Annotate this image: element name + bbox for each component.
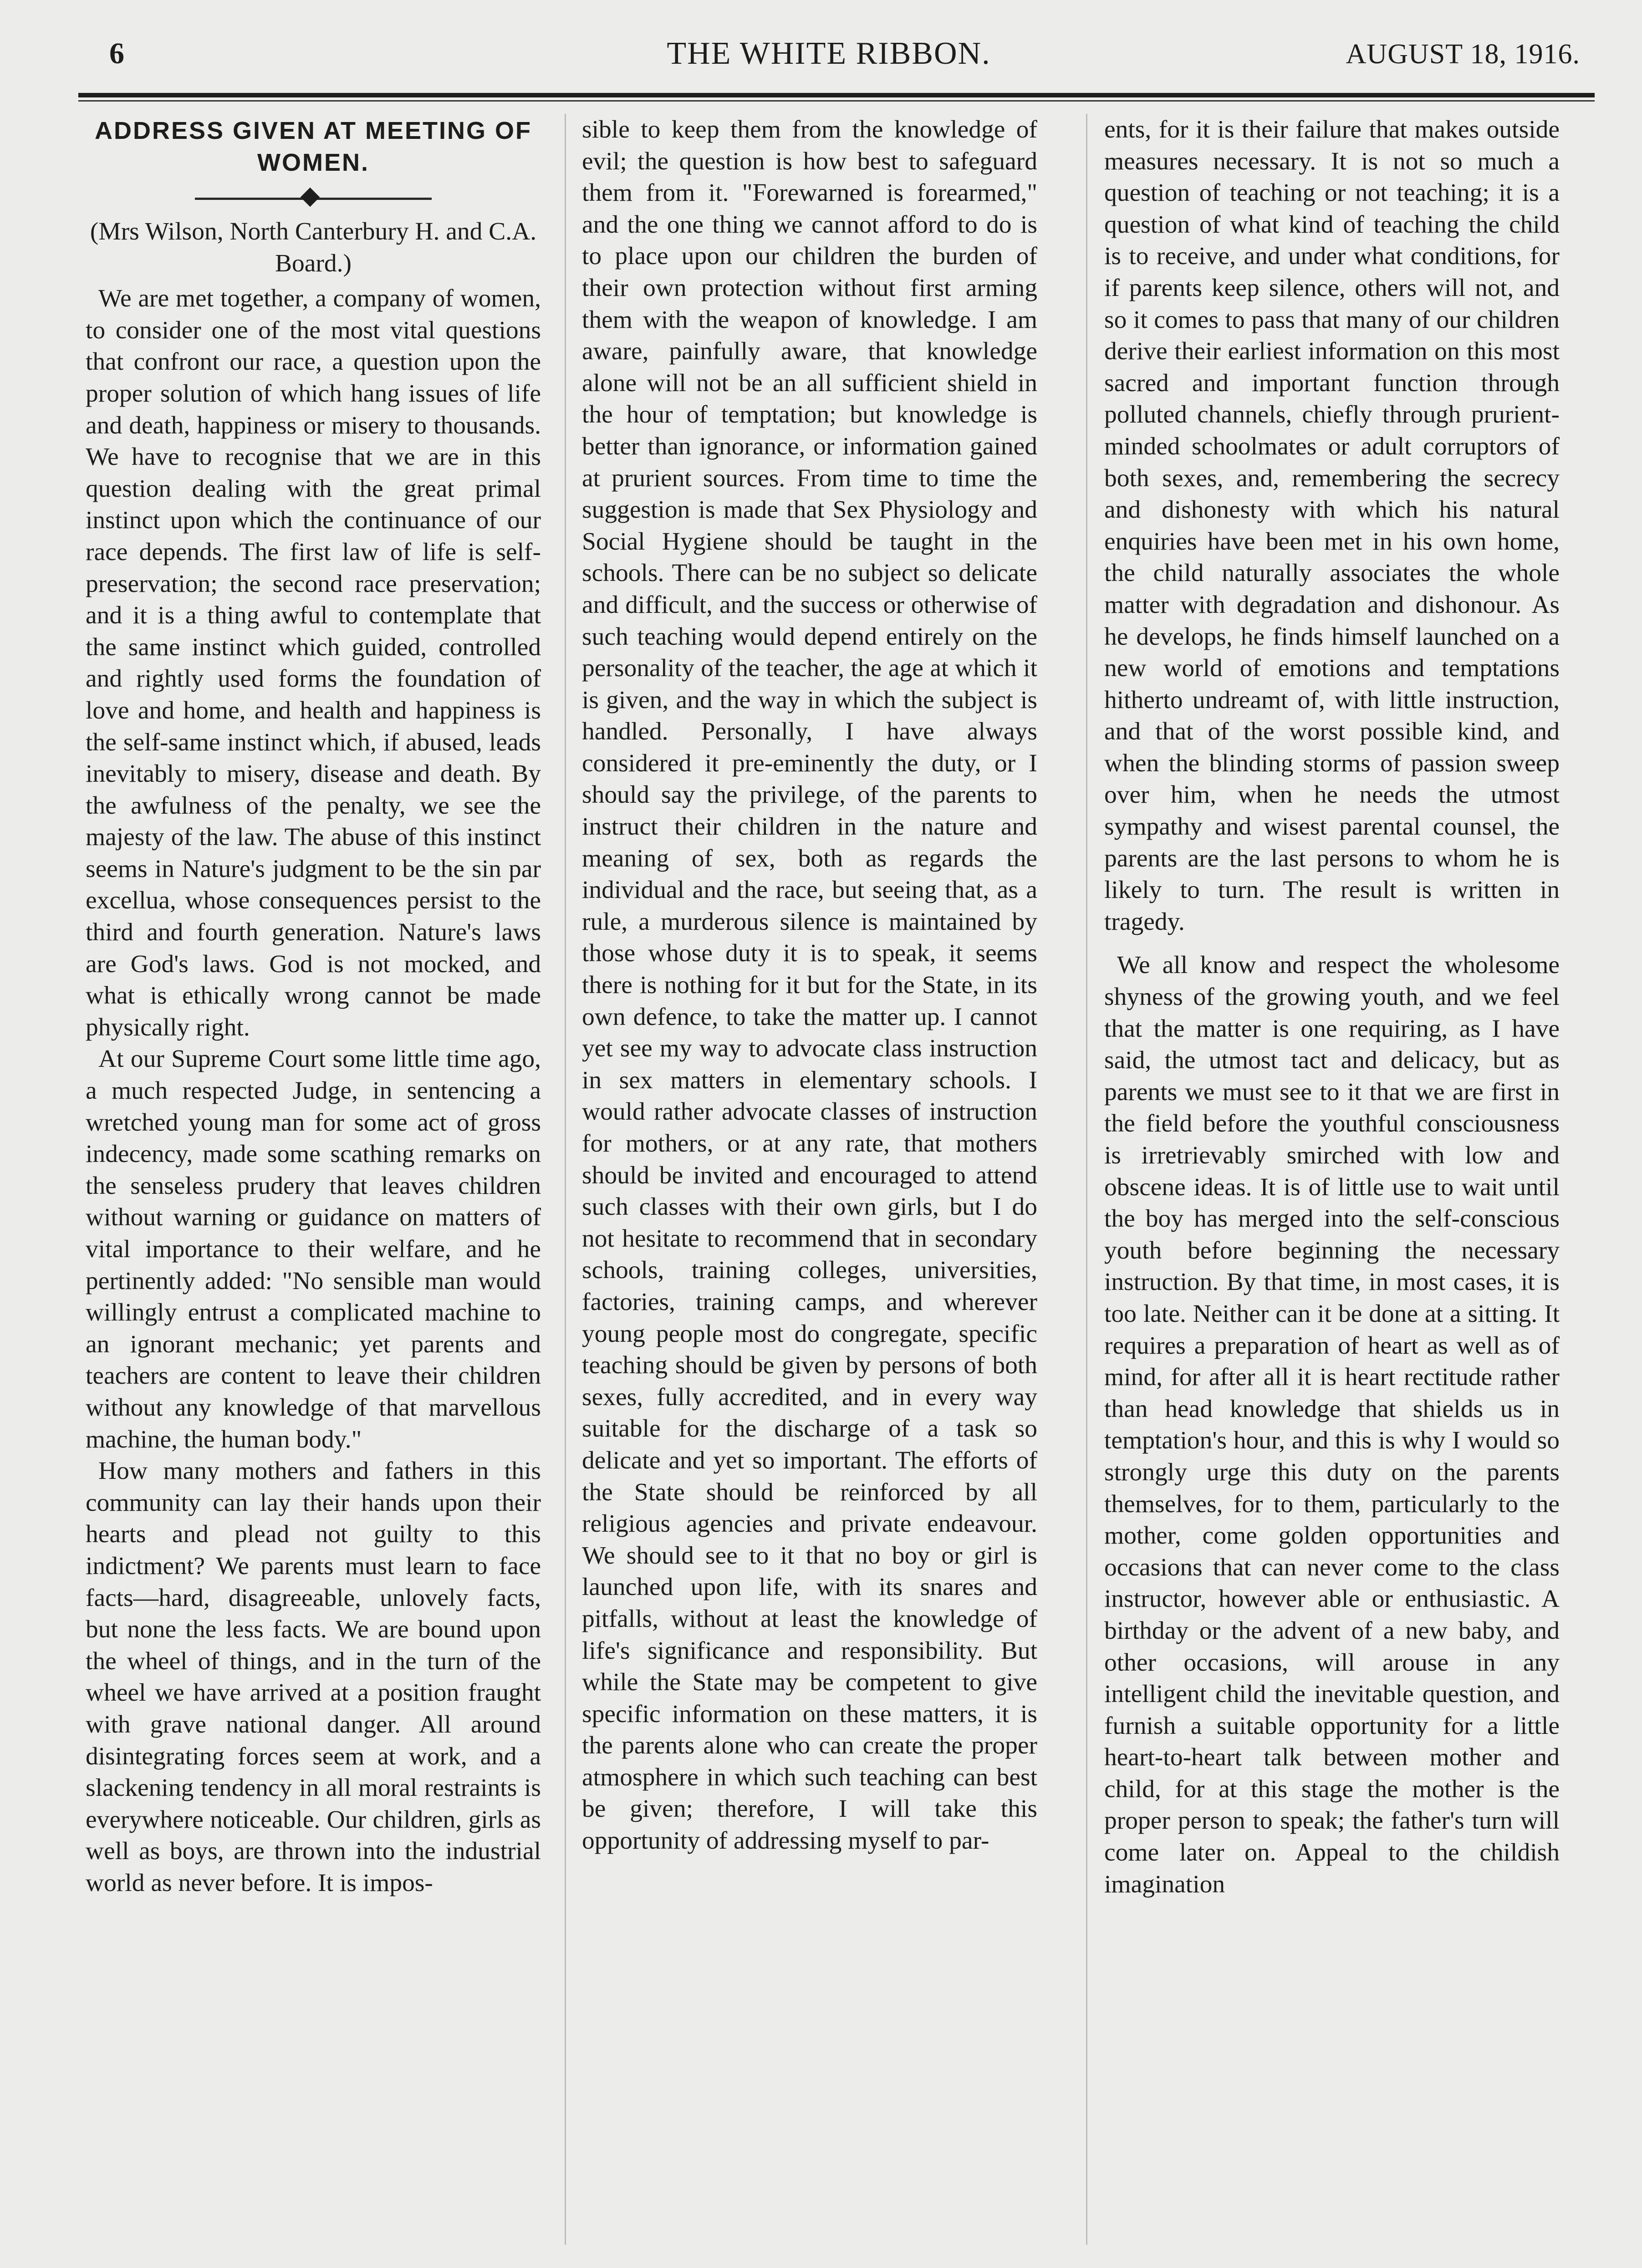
article-column-1 [86, 114, 541, 2254]
column-divider-1 [565, 114, 566, 2245]
paragraph: We are met together, a company of women, to consider one of the most vital questions that confront our race, a question upon the proper solution of which hang issues of life and death, happiness or misery to thousands. We have to recognise that we are in this question dealing with the great primal instinct upon which the continuance of our race depends. The first law of life is self-preservation; the second race preservation; and it is a thing awful to contemplate that the same instinct which guided, controlled and rightly used forms the foundation of love and home, and health and happiness is the self-same instinct which, if abused, leads inevitably to misery, disease and death. By the awfulness of the penalty, we see the majesty of the law. The abuse of this instinct seems in Nature's judgment to be the sin par excellua, whose consequences persist to the third and fourth generation. Nature's laws are God's laws. God is not mocked, and what is ethically wrong cannot be made physically right. [86, 285, 541, 1041]
issue-date: AUGUST 18, 1916. [1346, 39, 1580, 70]
paragraph: sible to keep them from the knowledge of evil; the question is how best to safeguard them from it. "Forewarned is forearmed," and the one thing we cannot afford to do is to place upon our children the burden of their own protection without first arming them with the weapon of knowledge. I am aware, painfully aware, that knowledge alone will not be an all sufficient shield in the hour of temptation; but knowledge is better than ignorance, or information gained at prurient sources. From time to time the suggestion is made that Sex Physiology and Social Hygiene should be taught in the schools. There can be no subject so delicate and difficult, and the success or otherwise of such teaching would depend entirely on the personality of the teacher, the age at which it is given, and the way in which the subject is handled. Personally, I have always considered it pre-eminently the duty, or I should say the privilege, of the parents to instruct their children in the nature and meaning of sex, both as regards the individual and the race, but seeing that, as a rule, a murderous silence is maintained by those whose duty it is to speak, it seems there is nothing for it but for the State, in its own defence, to take the matter up. I cannot yet see my way to advocate class instruction in sex matters in elementary schools. I would rather advocate classes of instruction for mothers, or at any rate, that mothers should be invited and encouraged to attend such classes with their own girls, but I do not hesitate to recommend that in secondary schools, training colleges, universities, factories, training camps, and wherever young people most do congregate, specific teaching should be given by persons of both sexes, fully accredited, and in every way suitable for the discharge of a task so delicate and yet so important. The efforts of the State should be reinforced by all religious agencies and private endeavour. We should see to it that no boy or girl is launched upon life, with its snares and pitfalls, without at least the knowledge of life's significance and responsibility. But while the State may be competent to give specific information on these matters, it is the parents alone who can create the proper atmosphere in which such teaching can best be given; therefore, I will take this opportunity of addressing myself to par- [582, 116, 1037, 1855]
diamond-rule-ornament-icon [195, 189, 432, 208]
article-byline: (Mrs Wilson, North Canterbury H. and C.A. Board.) [90, 218, 537, 277]
masthead-title: THE WHITE RIBBON. [667, 36, 991, 71]
page-number: 6 [109, 37, 124, 70]
article-column-2 [582, 114, 1037, 2254]
column-divider-2 [1086, 114, 1087, 2245]
paragraph: We all know and respect the wholesome shyness of the growing youth, and we feel that the matter is one requiring, as I have said, the utmost tact and delicacy, but as parents we must see to it that we are first in the field before the youthful consciousness is irretrievably smirched with low and obscene ideas. It is of little use to wait until the boy has merged into the self-conscious youth before beginning the necessary instruction. By that time, in most cases, it is too late. Neither can it be done at a sitting. It requires a preparation of heart as well as of mind, for after all it is heart rectitude rather than head knowledge that shields us in temptation's hour, and this is why I would so strongly urge this duty on the parents themselves, for to them, particularly to the mother, come golden opportunities and occasions that can never come to the class instructor, however able or enthusiastic. A birthday or the advent of a new baby, and other occasions, will arouse in any intelligent child the inevitable question, and furnish a suitable opportunity for a little heart-to-heart talk between mother and child, for at this stage the mother is the proper person to speak; the father's turn will come later on. Appeal to the childish imagination [1104, 951, 1560, 1898]
paragraph: How many mothers and fathers in this community can lay their hands upon their hearts and plead not guilty to this indictment? We parents must learn to face facts—hard, disagreeable, unlovely facts, but none the less facts. We are bound upon the wheel of things, and in the turn of the wheel we have arrived at a position fraught with grave national danger. All around disintegrating forces seem at work, and a slackening tendency in all moral restraints is everywhere noticeable. Our children, girls as well as boys, are thrown into the industrial world as never before. It is impos- [86, 1457, 541, 1897]
article-headline: ADDRESS GIVEN AT MEETING OF WOMEN. [94, 117, 532, 176]
masthead-rule-thick [78, 93, 1595, 97]
masthead-bar [68, 32, 1589, 87]
diamond-icon [301, 188, 320, 207]
article-column-3 [1104, 114, 1560, 2254]
masthead-rule-thin [78, 100, 1595, 102]
paragraph: ents, for it is their failure that makes outside measures necessary. It is not so much a question of teaching or not teaching; it is a question of what kind of teaching the child is to receive, and under what conditions, for if parents keep silence, others will not, and so it comes to pass that many of our children derive their earliest information on this most sacred and important function through polluted channels, chiefly through prurient-minded schoolmates or adult corruptors of both sexes, and, remembering the secrecy and dishonesty with which his natural enquiries have been met in his own home, the child naturally associates the whole matter with degradation and dishonour. As he develops, he finds himself launched on a new world of emotions and temptations hitherto undreamt of, with little instruction, and that of the worst possible kind, and when the blinding storms of passion sweep over him, when he needs the utmost sympathy and wisest parental counsel, the parents are the last persons to whom he is likely to turn. The result is written in tragedy. [1104, 116, 1560, 936]
paragraph: At our Supreme Court some little time ago, a much respected Judge, in sentencing a wretched young man for some act of gross indecency, made some scathing remarks on the senseless prudery that leaves children without warning or guidance on matters of vital importance to their welfare, and he pertinently added: "No sensible man would willingly entrust a complicated machine to an ignorant mechanic; yet parents and teachers are content to leave their children without any knowledge of that marvellous machine, the human body." [86, 1045, 541, 1453]
